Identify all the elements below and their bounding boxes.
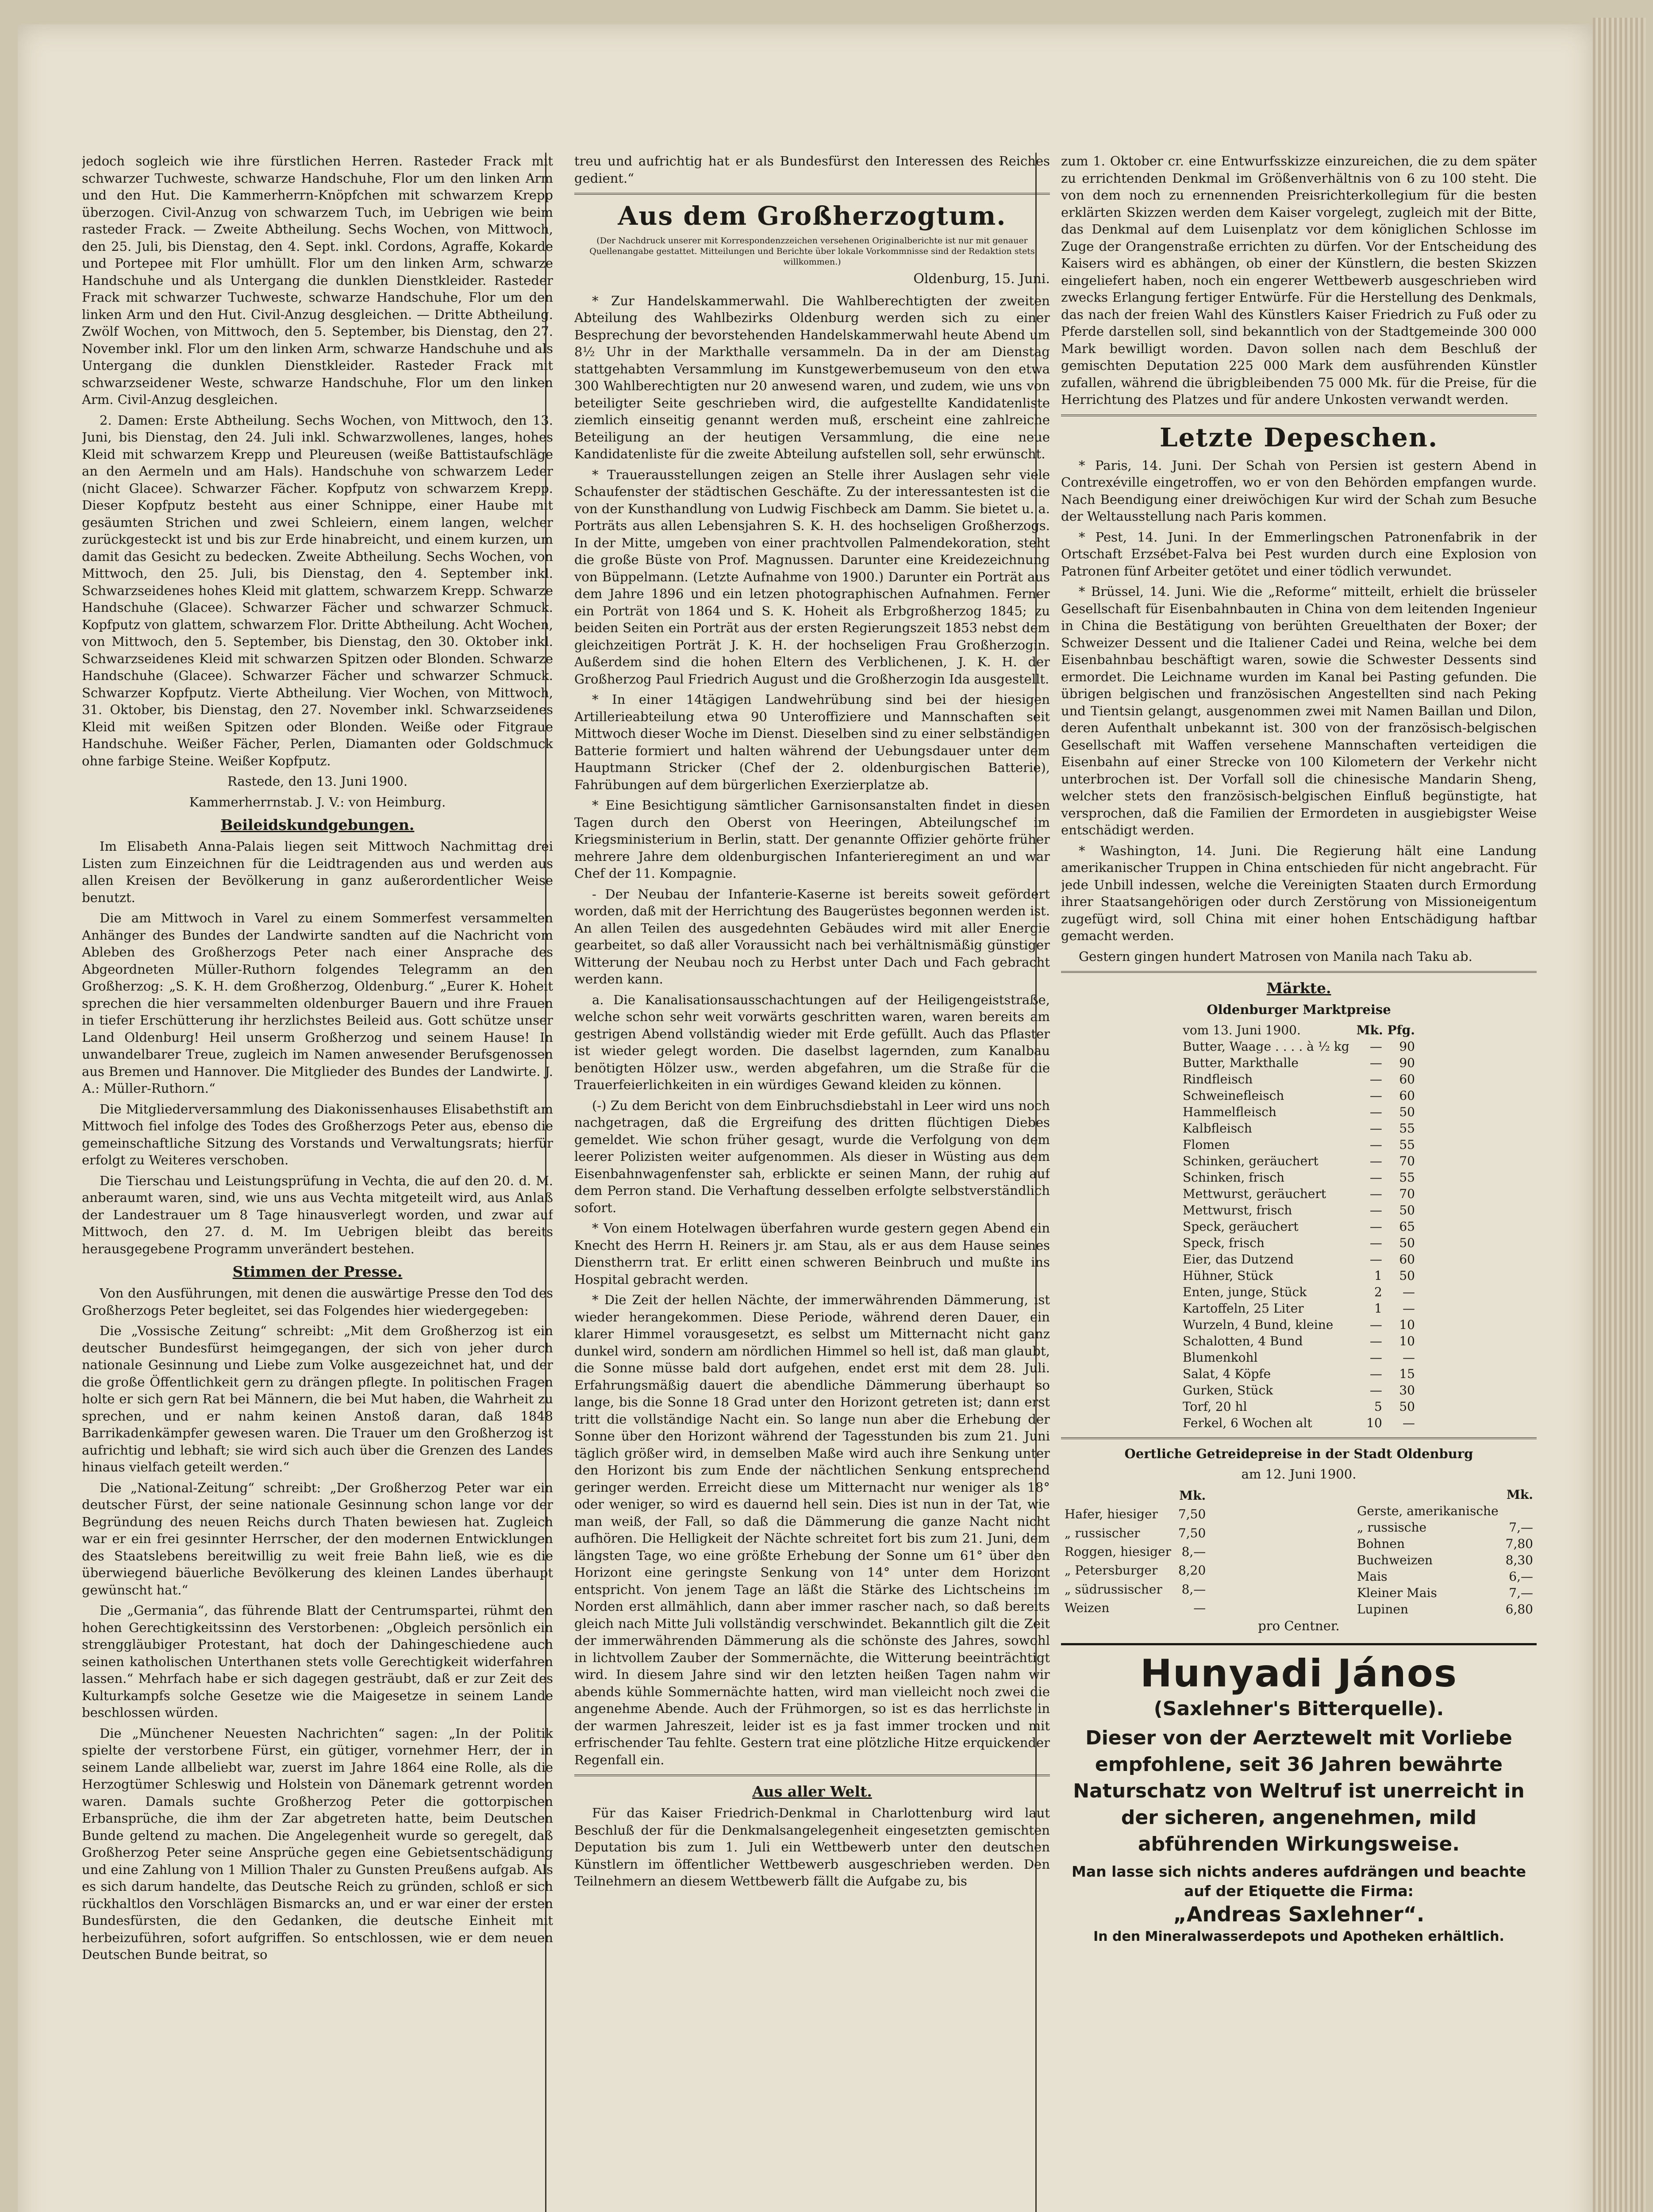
table-row [1179, 1137, 1419, 1153]
price-cell: — [1369, 1153, 1382, 1168]
editorial-note: (Der Nachdruck unserer mit Korrespondenzzeichen versehenen Originalberichte ist nur mit genauer Quellenangabe gestattet. Mitteilungen und Berichte über lokale Vorkommnisse sind der Redaktion stets willkommen.) [589, 236, 1035, 267]
page-edge [1593, 18, 1646, 2212]
price-cell: 60 [1399, 1088, 1415, 1103]
price-cell: 55 [1399, 1121, 1415, 1136]
price-cell: — [1369, 1252, 1382, 1267]
price-cell: 50 [1399, 1399, 1415, 1414]
price-cell: — [1369, 1170, 1382, 1185]
item-name: Speck, geräuchert [1183, 1219, 1299, 1234]
price-cell: 50 [1399, 1202, 1415, 1217]
table-row [1179, 1202, 1419, 1218]
table-row [1353, 1486, 1537, 1503]
price-cell: 60 [1399, 1252, 1415, 1267]
ad-title: Hunyadi János [1140, 1651, 1458, 1696]
article-text: * Trauerausstellungen zeigen an Stelle ihrer Auslagen sehr viele Schaufenster der städtischen Geschäfte. Zu der interessantesten ist die von der Kunsthandlung von Ludwig Fischbeck am Damm. Sie bietet u. a. Porträts aus allen Lebensjahren S. K. H. des hochseligen Großherzogs. In der Mitte, umgeben von einer prachtvollen Palmendekoration, steht die große Büste von Prof. Magnussen. Darunter eine Kreidezeichnung von Büppelmann. (Letzte Aufnahme von 1900.) Darunter ein Porträt aus dem Jahre 1896 und ein letzen photographischen Aufnahmen. Ferner ein Porträt von 1864 und S. K. Hoheit als Erbgroßherzog 1845; zu beiden Seiten ein Porträt aus der ersten Regierungszeit 1853 nebst dem gleichzeitigen Porträt J. K. H. der hochseligen Frau Großherzogin. Außerdem sind die hohen Eltern des Verblichenen, J. K. H. der Großherzog Paul Friedrich August und die Großherzogin Ida ausgestellt. [574, 467, 1050, 687]
column-3 [1061, 153, 1537, 1946]
unit-header: Mk. [1179, 1488, 1206, 1503]
item-name: Wurzeln, 4 Bund, kleine [1183, 1317, 1334, 1332]
item-name: Gurken, Stück [1183, 1382, 1273, 1398]
price-cell: — [1402, 1415, 1415, 1430]
table-row [1179, 1251, 1419, 1267]
item-name: Schalotten, 4 Bund [1183, 1333, 1303, 1348]
market-date: vom 13. Juni 1900. [1183, 1022, 1301, 1037]
item-name: Hühner, Stück [1183, 1268, 1273, 1283]
price-cell: 7,50 [1178, 1507, 1206, 1522]
section-title: Letzte Depeschen. [1159, 422, 1438, 453]
item-name: Kalbfleisch [1183, 1121, 1252, 1136]
grain-table-left [1061, 1486, 1209, 1617]
item-name: Schinken, frisch [1183, 1170, 1285, 1185]
grain-footer: pro Centner. [1258, 1618, 1340, 1633]
price-cell: — [1402, 1284, 1415, 1299]
price-cell [1502, 1503, 1537, 1519]
advertisement [1061, 1643, 1537, 1946]
divider [1061, 1437, 1537, 1439]
item-name: „ südrussischer [1065, 1582, 1162, 1597]
table-row [1179, 1398, 1419, 1415]
grain-date: am 12. Juni 1900. [1241, 1467, 1357, 1482]
price-cell: 8,— [1181, 1544, 1206, 1559]
table-row [1179, 1087, 1419, 1104]
price-cell: 55 [1399, 1170, 1415, 1185]
table-row [1061, 1505, 1209, 1524]
item-name: Schweinefleisch [1183, 1088, 1284, 1103]
article-text: Die Mitgliederversammlung des Diakonissenhauses Elisabethstift am Mittwoch fiel infolge des Todes des Großherzogs Peter aus, ebenso die gemeinschaftliche Sitzung des Vorstands und Verwaltungsrats; hierfür erfolgt zu Weiteres verschoben. [82, 1101, 553, 1167]
table-row [1353, 1568, 1537, 1585]
article-text: Die „Germania“, das führende Blatt der Centrumspartei, rühmt den hohen Gerechtigkeitssinn des Verstorbenen: „Obgleich persönlich ein strenggläubiger Protestant, hat doch der Dahingeschiedene auch seinen katholischen Unterthanen stets volle Gerechtigkeit widerfahren lassen.“ Mehrfach habe er sich dagegen gesträubt, daß er zur Zeit des Kulturkampfs solche Gesetze wie die Maigesetze in seinem Lande beschlossen würden. [82, 1603, 553, 1720]
table-row [1061, 1598, 1209, 1617]
table-row [1179, 1055, 1419, 1071]
price-cell: — [1369, 1202, 1382, 1217]
column-2 [574, 153, 1050, 1893]
price-cell: 8,— [1181, 1582, 1206, 1597]
price-cell: 8,20 [1178, 1563, 1206, 1578]
item-name: Butter, Waage . . . . à ½ kg [1183, 1039, 1349, 1054]
grain-table-right [1353, 1486, 1537, 1617]
price-cell: 7,— [1509, 1585, 1533, 1600]
price-cell: — [1369, 1235, 1382, 1250]
ad-notice: Man lasse sich nichts anderes aufdrängen und beachte auf der Etiquette die Firma: [1072, 1863, 1526, 1900]
table-row [1179, 1186, 1419, 1202]
article-text: * Zur Handelskammerwahl. Die Wahlberechtigten der zweiten Abteilung des Wahlbezirks Oldenburg werden sich zu einer Besprechung der bevorstehenden Handelskammerwahl heute Abend um 8½ Uhr in der Markthalle versammeln. Da in der am Dienstag stattgehabten Versammlung im Kunstgewerbemuseum von den etwa 300 Wahlberechtigten nur 20 anwesend waren, und zudem, wie uns von beteiligter Seite geschrieben wird, die aufgestellte Kandidatenliste ziemlich einseitig genannt werden muß, erscheint eine zahlreiche Beteiligung an der heutigen Versammlung, die eine neue Kandidatenliste für die zweite Abteilung aufstellen soll, sehr erwünscht. [574, 293, 1050, 461]
ad-body: Dieser von der Aerztewelt mit Vorliebe empfohlene, seit 36 Jahren bewährte Naturschatz von Weltruf ist unerreicht in der sicheren, angenehmen, mild abführenden Wirkungsweise. [1073, 1727, 1525, 1855]
price-cell: — [1402, 1301, 1415, 1316]
table-row [1061, 1542, 1209, 1561]
item-name: Mais [1357, 1569, 1388, 1584]
grain-heading: Oertliche Getreidepreise in der Stadt Oldenburg [1124, 1446, 1473, 1461]
price-cell: — [1369, 1333, 1382, 1348]
article-text: Die „Münchener Neuesten Nachrichten“ sagen: „In der Politik spielte der verstorbene Fürst, ein gütiger, vornehmer Herr, der in seinem Lande allbeliebt war, zuerst im Jahre 1864 eine Rolle, als die Herzogtümer Schleswig und Holstein von Dänemark getrennt worden waren. Damals suchte Großherzog Peter die gottorpischen Erbansprüche, die ihm der Zar abgetreten hatte, beim Deutschen Bunde geltend zu machen. Die Angelegenheit wurde so geregelt, daß Großherzog Peter seine Ansprüche gegen eine Gebietsentschädigung und eine Zahlung von 1 Million Thaler zu Gunsten Preußens aufgab. Als es sich darum handelte, das Deutsche Reich zu gründen, schloß er sich rückhaltlos den Vorschlägen Bismarcks an, und er war einer der ersten Bundesfürsten, die den Gedanken, die deutsche Einheit mit herbeizuführen, sofort aufgriffen. So entschlossen, wie er dem neuen Deutschen Bunde beitrat, so [82, 1725, 553, 1962]
price-cell: 7,50 [1178, 1525, 1206, 1540]
article-text: treu und aufrichtig hat er als Bundesfürst den Interessen des Reiches gedient.“ [574, 154, 1050, 186]
article-text: Von den Ausführungen, mit denen die auswärtige Presse den Tod des Großherzogs Peter begleitet, sei das Folgendes hier wiedergegeben: [82, 1286, 553, 1318]
price-cell: 10 [1399, 1333, 1415, 1348]
price-cell: — [1369, 1104, 1382, 1119]
table-row [1353, 1536, 1537, 1552]
item-name: „ Petersburger [1065, 1563, 1158, 1578]
table-row [1353, 1601, 1537, 1617]
price-cell: 55 [1399, 1137, 1415, 1152]
divider [1061, 415, 1537, 416]
price-cell: — [1369, 1121, 1382, 1136]
column-1 [82, 153, 553, 1967]
article-text: - Der Neubau der Infanterie-Kaserne ist bereits soweit gefördert worden, daß mit der Herrichtung des Baugerüstes begonnen werden ist. An allen Teilen des ausgedehnten Gebäudes wird mit aller Energie gearbeitet, so daß aller Voraussicht nach bei verhältnismäßig günstiger Witterung der Neubau noch zu Herbst unter Dach und Fach gebracht werden kann. [574, 886, 1050, 987]
article-text: Die Tierschau und Leistungsprüfung in Vechta, die auf den 20. d. M. anberaumt waren, sind, wie uns aus Vechta mitgeteilt wird, aus Anlaß der Landestrauer um 8 Tage hinausverlegt worden, und zwar auf Mittwoch, den 27. d. M. Im Uebrigen bleibt das bereits herausgegebene Programm unverändert bestehen. [82, 1173, 553, 1256]
table-row [1353, 1519, 1537, 1536]
price-cell: — [1369, 1055, 1382, 1070]
price-cell: 6,— [1509, 1569, 1533, 1584]
table-row [1061, 1561, 1209, 1580]
market-subheading: Oldenburger Marktpreise [1207, 1002, 1391, 1017]
item-name: Enten, junge, Stück [1183, 1284, 1307, 1299]
dispatch-text: * Pest, 14. Juni. In der Emmerlingschen Patronenfabrik in der Ortschaft Erzsébet-Falva bei Pest wurden durch eine Explosion von Patronen fünf Arbeiter getötet und einer tödlich verwundet. [1061, 529, 1537, 579]
item-name: Butter, Markthalle [1183, 1055, 1299, 1070]
price-cell: 2 [1374, 1284, 1382, 1299]
price-cell: — [1193, 1600, 1206, 1615]
item-name: Eier, das Dutzend [1183, 1252, 1294, 1267]
item-name: Mettwurst, geräuchert [1183, 1186, 1326, 1201]
price-cell: 50 [1399, 1104, 1415, 1119]
table-row [1179, 1153, 1419, 1169]
price-cell: — [1369, 1350, 1382, 1365]
article-text: * Die Zeit der hellen Nächte, der immerwährenden Dämmerung, ist wieder herangekommen. Diese Periode, während deren Dauer, ein klarer Himmel vorausgesetzt, es selbst um Mitternacht nicht ganz dunkel wird, sondern am nördlichen Himmel so hell ist, daß man glaubt, die Sonne müsse bald dort aufgehen, endet erst mit dem 28. Juli. Erfahrungsmäßig dauert die abendliche Dämmerung überhaupt so lange, bis die Sonne 18 Grad unter den Horizont getreten ist; dann erst tritt die vollständige Nacht ein. So lange nun aber die Erhebung der Sonne über den Horizont während der Tagesstunden bis zum 21. Juni täglich größer wird, in demselben Maße wird auch ihre Senkung unter den Horizont bis zum Ende der nächtlichen Senkung entsprechend geringer werden. Erreicht diese um Mitternacht nur weniger als 18° oder weniger, so wird es dauernd hell sein. Dies ist nun in der Tat, wie man weiß, der Fall, so daß die Dämmerung die ganze Nacht nicht aufhören. Die Helligkeit der Nächte schreitet fort bis zum 21. Juni, dem längsten Tage, wo eine größte Erhebung der Sonne um 61° über den Horizont eine geringste Senkung von 14° unter dem Horizont entspricht. Von jenem Tage an läßt die Stärke des Lichtscheins im Norden erst allmählich, dann aber immer rascher nach, so daß bereits gleich nach Mitte Juli vollständig verschwindet. Bekanntlich gilt die Zeit der immerwährenden Dämmerung als die schönste des Jahres, sowohl in lichtvollem Zauber der Sommernächte, die Witterung beeinträchtigt wird. In diesem Jahre sind wir den letzten heißen Tagen nahm wir abends kühle Sommernächte hatten, wird man vielleicht noch zwei die angenehme Abende. Auch der Frühmorgen, so ist es das herrlichste in der warmen Jahreszeit, leider ist es ja fast immer trocken und mit erfrischender Tau fehlte. Gestern trat eine plötzliche Hitze erquickender Regenfall ein. [574, 1292, 1050, 1767]
table-row [1179, 1284, 1419, 1300]
price-cell: 7,80 [1505, 1536, 1533, 1551]
article-text: * Eine Besichtigung sämtlicher Garnisonsanstalten findet in diesen Tagen durch den Oberst von Heeringen, Abteilungschef im Kriegsministerium in Berlin, statt. Der genannte Offizier gehörte früher mehrere Jahre dem oldenburgischen Infanterieregiment an und war Chef der 11. Kompagnie. [574, 798, 1050, 881]
price-cell: 1 [1374, 1268, 1382, 1283]
price-cell: — [1369, 1219, 1382, 1234]
price-cell: 5 [1374, 1399, 1382, 1414]
price-cell: 90 [1399, 1039, 1415, 1054]
table-row [1179, 1038, 1419, 1055]
unit-header: Mk. Pfg. [1356, 1022, 1415, 1037]
price-cell: 15 [1399, 1366, 1415, 1381]
table-row [1179, 1218, 1419, 1235]
item-name: „ russischer [1065, 1525, 1140, 1540]
table-row [1179, 1415, 1419, 1431]
item-name: Schinken, geräuchert [1183, 1153, 1319, 1168]
item-name: Blumenkohl [1183, 1350, 1258, 1365]
price-cell: 8,30 [1505, 1552, 1533, 1567]
price-cell: — [1369, 1039, 1382, 1054]
dispatch-text: * Brüssel, 14. Juni. Wie die „Reforme“ mitteilt, erhielt die brüsseler Gesellschaft für Eisenbahnbauten in China von dem leitenden Ingenieur in China die Bestätigung von berühten Greuelthaten der Boxer; der Schweizer Dessent und die Italiener Cadei und Reina, welche bei dem Eisenbahnbau beschäftigt waren, sowie die Schwester Dessents sind ermordet. Die Leichname wurden im Kanal bei Pasting gefunden. Die übrigen belgischen und französischen Angestellten sind nach Peking und Tientsin gelangt, ausgenommen zwei mit Namen Baillan und Dilon, deren Aufenthalt unbekannt ist. 300 von der französisch-belgischen Gesellschaft mit Waffen versehene Mannschaften verteidigen die Eisenbahn auf einer Strecke von 100 Kilometern der Verkehr nicht unterbrochen ist. Der Vorfall soll die chinesische Mandarin Sheng, welcher stets den französisch-belgischen Einfluß begünstigte, hat versprochen, daß die Familien der Ermordeten in ausgiebigster Weise entschädigt werden. [1061, 584, 1537, 837]
item-name: Rindfleisch [1183, 1071, 1253, 1087]
newspaper-page [18, 24, 1593, 2212]
item-name: Hammelfleisch [1183, 1104, 1277, 1119]
article-text: Die „National-Zeitung“ schreibt: „Der Großherzog Peter war ein deutscher Fürst, der seine nationale Gesinnung schon lange vor der Begründung des neuen Reichs durch Thaten bewiesen hat. Zugleich war er ein frei gesinnter Herrscher, der den modernen Entwicklungen des Staatslebens bereitwillig zu weit freie Bahn ließ, wie es die überwiegend bäuerliche Bevölkerung des kleinen Landes überhaupt gewünscht hat.“ [82, 1480, 553, 1598]
price-cell: 6,80 [1505, 1601, 1533, 1617]
table-row [1179, 1169, 1419, 1186]
table-row [1061, 1580, 1209, 1598]
price-cell: — [1369, 1382, 1382, 1398]
item-name: Hafer, hiesiger [1065, 1507, 1158, 1522]
article-text: a. Die Kanalisationsausschachtungen auf der Heiligengeiststraße, welche schon sehr weit vorwärts geschritten waren, waren bereits am gestrigen Abend vollständig wieder mit Erde gefüllt. Auch das Pflaster ist wieder gelegt worden. Die daselbst lagernden, zum Kanalbau benötigten Hölzer usw., werden abgefahren, um die Straße für die Trauerfeierlichkeiten in ein würdiges Gewand kleiden zu können. [574, 992, 1050, 1092]
divider [574, 193, 1050, 195]
price-cell: 70 [1399, 1186, 1415, 1201]
price-cell: 50 [1399, 1235, 1415, 1250]
divider [1061, 971, 1537, 973]
section-heading: Stimmen der Presse. [232, 1263, 403, 1280]
article-text: Für das Kaiser Friedrich-Denkmal in Charlottenburg wird laut Beschluß der für die Denkmalsangelegenheit eingesetzten gemischten Deputation bis zum 1. Juli ein Wettbewerb unter den deutschen Künstlern im öffentlicher Wettbewerb ausgeschrieben werden. Den Teilnehmern an diesem Wettbewerb fällt die Aufgabe zu, bis [574, 1805, 1050, 1889]
article-text: Die „Vossische Zeitung“ schreibt: „Mit dem Großherzog ist ein deutscher Bundesfürst heimgegangen, der sich von jeher durch nationale Gesinnung und Liebe zum Volke ausgezeichnet hat, und der die große Öffentlichkeit gern zu drängen pflegte. In politischen Fragen holte er sich gern Rat bei Männern, die bei Mut haben, die Wahrheit zu sprechen, und er nahm keinen Anstoß daran, daß 1848 Barrikadenkämpfer gewesen waren. Die Trauer um den Großherzog ist aufrichtig und lebhaft; sie wird sich auch über die Grenzen des Landes hinaus vielfach geteilt werden.“ [82, 1323, 553, 1475]
item-name: Weizen [1065, 1600, 1110, 1615]
divider [574, 1774, 1050, 1776]
price-cell: 90 [1399, 1055, 1415, 1070]
table-row [1353, 1503, 1537, 1519]
article-text: (-) Zu dem Bericht von dem Einbruchsdiebstahl in Leer wird uns noch nachgetragen, daß die Ergreifung des dritten flüchtigen Diebes gemeldet. Wie schon früher gesagt, wurde die Verfolgung von dem leerer Polizisten weiter aufgenommen. Als dieser in Wüsting aus dem Eisenbahnwagenfenster sah, erblickte er seinen Mann, der ruhig auf dem Perron stand. Die Verhaftung desselben erfolgte selbstverständlich sofort. [574, 1098, 1050, 1215]
item-name: Kartoffeln, 25 Liter [1183, 1301, 1304, 1316]
item-name: Salat, 4 Köpfe [1183, 1366, 1271, 1381]
item-name: Ferkel, 6 Wochen alt [1183, 1415, 1312, 1430]
ad-subtitle: (Saxlehner's Bitterquelle). [1153, 1697, 1444, 1720]
price-cell: 10 [1366, 1415, 1382, 1430]
article-text: * Von einem Hotelwagen überfahren wurde gestern gegen Abend ein Knecht des Herrn H. Reiners jr. am Stau, als er aus dem Hause seines Dienstherrn trat. Er erlitt einen schweren Beinbruch und mußte ins Hospital gebracht werden. [574, 1221, 1050, 1287]
article-text: Die am Mittwoch in Varel zu einem Sommerfest versammelten Anhänger des Bundes der Landwirte sandten auf die Nachricht vom Ableben des Großherzogs Peter nach einer Ansprache des Abgeordneten Müller-Ruthorn folgendes Telegramm an den Großherzog: „S. K. H. dem Großherzog, Oldenburg.“ „Eurer K. Hoheit sprechen die hier versammelten oldenburger Bauern und ihre Frauen in tiefer Erschütterung ihr herzlichstes Beileid aus. Gott schütze unser Land Oldenburg! Heil unserm Großherzog und seinem Hause! In unwandelbarer Treue, zugleich im Namen anwesender Berufsgenossen aus Bremen und Hannover. Die Mitglieder des Bundes der Landwirte. J. A.: Müller-Ruthorn.“ [82, 910, 553, 1096]
table-row [1179, 1120, 1419, 1137]
item-name: Torf, 20 hl [1183, 1399, 1247, 1414]
item-name: Roggen, hiesiger [1065, 1544, 1171, 1559]
price-cell: — [1369, 1317, 1382, 1332]
ad-firm: „Andreas Saxlehner“. [1173, 1902, 1425, 1926]
table-row [1179, 1267, 1419, 1284]
signature-signer: Kammerherrnstab. J. V.: von Heimburg. [189, 794, 446, 810]
item-name: Mettwurst, frisch [1183, 1202, 1292, 1217]
table-row [1179, 1235, 1419, 1251]
item-name: Speck, frisch [1183, 1235, 1265, 1250]
item-name: Flomen [1183, 1137, 1230, 1152]
table-row [1179, 1022, 1419, 1038]
table-row [1353, 1585, 1537, 1601]
price-cell: 70 [1399, 1153, 1415, 1168]
price-cell: — [1369, 1137, 1382, 1152]
ad-footer: In den Mineralwasserdepots und Apotheken erhältlich. [1093, 1929, 1504, 1944]
dispatch-text: * Paris, 14. Juni. Der Schah von Persien ist gestern Abend in Contrexéville eingetroffen, wo er von den Behörden empfangen wurde. Nach Beendigung einer dreiwöchigen Kur wird der Schah zum Besuche der Weltausstellung nach Paris kommen. [1061, 457, 1537, 524]
grain-tables [1061, 1486, 1537, 1617]
dispatch-text: Gestern gingen hundert Matrosen von Manila nach Taku ab. [1079, 949, 1472, 964]
item-name: Buchweizen [1357, 1552, 1433, 1567]
price-cell: 1 [1374, 1301, 1382, 1316]
price-cell: 30 [1399, 1382, 1415, 1398]
item-name: „ russische [1357, 1520, 1427, 1535]
table-row [1179, 1382, 1419, 1398]
unit-header: Mk. [1506, 1487, 1533, 1502]
table-row [1179, 1104, 1419, 1120]
article-text: Im Elisabeth Anna-Palais liegen seit Mittwoch Nachmittag drei Listen zum Einzeichnen für die Leidtragenden aus und werden aus allen Kreisen der Bevölkerung in ganz außerordentlicher Weise benutzt. [82, 839, 553, 905]
price-cell: — [1369, 1366, 1382, 1381]
price-cell: 60 [1399, 1071, 1415, 1087]
dateline: Oldenburg, 15. Juni. [913, 271, 1050, 287]
article-text: jedoch sogleich wie ihre fürstlichen Herren. Rasteder Frack mit schwarzer Tuchweste, schwarze Handschuhe, Flor um den linken Arm und den Hut. Die Kammerherrn-Knöpfchen mit schwarzem Krepp überzogen. Civil-Anzug von schwarzem Tuch, im Uebrigen wie beim rasteder Frack. — Zweite Abtheilung. Sechs Wochen, von Mittwoch, den 25. Juli, bis Dienstag, den 4. Sept. inkl. Cordons, Agraffe, Kokarde und Portepee mit Flor umhüllt. Flor um den linken Arm, schwarze Handschuhe und als Untergang die dunklen Dienstkleider. Rasteder Frack mit schwarzer Tuchweste, schwarze Handschuhe, Flor um den linken Arm und den Hut. Civil-Anzug desgleichen. — Dritte Abtheilung. Zwölf Wochen, von Mittwoch, den 5. September, bis Dienstag, den 27. November inkl. Flor um den linken Arm, schwarze Handschuhe und als Untergang die dunklen Dienstkleider. Rasteder Frack mit schwarzseidener Weste, schwarze Handschuhe, Flor um den linken Arm. Civil-Anzug desgleichen. [82, 154, 553, 407]
price-cell: — [1402, 1350, 1415, 1365]
price-cell: 10 [1399, 1317, 1415, 1332]
table-row [1353, 1552, 1537, 1568]
table-row [1061, 1524, 1209, 1542]
table-row [1061, 1486, 1209, 1505]
section-heading: Beileidskundgebungen. [220, 816, 415, 833]
table-row [1179, 1300, 1419, 1317]
signature-date: Rastede, den 13. Juni 1900. [227, 774, 408, 789]
table-row [1179, 1333, 1419, 1349]
article-text: * In einer 14tägigen Landwehrübung sind bei der hiesigen Artillerieabteilung etwa 90 Unteroffiziere und Mannschaften seit Mittwoch dieser Woche im Dienst. Dieselben sind zu einer selbständigen Batterie formiert und halten während der Uebungsdauer unter dem Hauptmann Stricker (Chef der 2. oldenburgischen Batterie), Fahrübungen auf dem bürgerlichen Exerzierplatze ab. [574, 692, 1050, 792]
price-cell: 7,— [1509, 1520, 1533, 1535]
table-row [1179, 1317, 1419, 1333]
article-text: zum 1. Oktober cr. eine Entwurfsskizze einzureichen, die zu dem später zu errichtenden Denkmal im Größenverhältnis von 6 zu 100 steht. Die von dem noch zu ernennenden Preisrichterkollegium für die besten erklärten Skizzen werden dem Kaiser vorgelegt, zugleich mit der Bitte, das Denkmal auf dem Luisenplatz vor dem königlichen Schlosse im Zuge der Orangenstraße errichten zu dürfen. Vor der Entscheidung des Kaisers wird es abhängen, ob einer der Künstlern, die besten Skizzen eingeliefert haben, noch ein engerer Wettbewerb ausgeschrieben wird zwecks Erlangung fertiger Entwürfe. Für die Herstellung des Denkmals, das nach der freien Wahl des Künstlers Kaiser Friedrich zu Fuß oder zu Pferde darstellen soll, sind bekanntlich von der Stadtgemeinde 300 000 Mark bewilligt worden. Davon sollen nach dem Beschluß der gemischten Deputation 225 000 Mark dem ausführenden Künstler zufallen, während die übrigbleibenden 75 000 Mk. für die Preise, für die Herrichtung des Platzes und für andere Unkosten verwandt werden. [1061, 154, 1537, 407]
item-name: Gerste, amerikanische [1357, 1503, 1499, 1518]
table-row [1179, 1366, 1419, 1382]
market-heading: Märkte. [1266, 979, 1331, 997]
item-name: Kleiner Mais [1357, 1585, 1437, 1600]
price-cell: 65 [1399, 1219, 1415, 1234]
item-name: Lupinen [1357, 1601, 1409, 1617]
market-price-table [1179, 1022, 1419, 1431]
article-text: 2. Damen: Erste Abtheilung. Sechs Wochen, von Mittwoch, den 13. Juni, bis Dienstag, den 24. Juli inkl. Schwarzwollenes, langes, hohes Kleid mit schwarzem Krepp und Pleureusen (weiße Battistaufschläge an den Aermeln und am Hals). Handschuhe von schwarzem Leder (nicht Glacee). Schwarzer Fächer. Kopfputz von schwarzem Krepp. Dieser Kopfputz besteht aus einer Schnippe, einer Haube mit gesäumten Strichen und zwei Schleiern, einem langen, welcher zurückgesteckt ist und bis zur Erde hinabreicht, und einem kurzen, um damit das Gesicht zu bedecken. Zweite Abtheilung. Sechs Wochen, von Mittwoch, den 25. Juli, bis Dienstag, den 4. September inkl. Schwarzseidenes hohes Kleid mit glattem, schwarzem Krepp. Schwarze Handschuhe (Glacee). Schwarzer Fächer und schwarzer Schmuck. Kopfputz von glattem, schwarzem Flor. Dritte Abtheilung. Acht Wochen, von Mittwoch, den 5. September, bis Dienstag, den 30. Oktober inkl. Schwarzseidenes Kleid mit schwarzen Spitzen oder Blonden. Schwarze Handschuhe (Glacee). Schwarzer Fächer und schwarzer Schmuck. Schwarzer Kopfputz. Vierte Abtheilung. Vier Wochen, von Mittwoch, 31. Oktober, bis Dienstag, den 27. November inkl. Schwarzseidenes Kleid mit weißen Spitzen oder Blonden. Weiße oder Fitgraue Handschuhe. Weißer Fächer, Perlen, Diamanten oder Goldschmuck ohne farbige Steine. Weißer Kopfputz. [82, 412, 553, 768]
dispatch-text: * Washington, 14. Juni. Die Regierung hält eine Landung amerikanischer Truppen in China entschieden für nicht angebracht. Für jede Unbill indessen, welche die Vereinigten Staaten durch Ermordung ihrer Staatsangehörigen oder durch Zerstörung von Missioneigentum zugefügt wird, soll China mit einer hohen Entschädigung haftbar gemacht werden. [1061, 843, 1537, 943]
section-title: Aus dem Großherzogtum. [618, 201, 1007, 231]
section-heading: Aus aller Welt. [752, 1783, 872, 1800]
price-cell: — [1369, 1071, 1382, 1087]
price-cell: — [1369, 1088, 1382, 1103]
item-name: Bohnen [1357, 1536, 1405, 1551]
price-cell: — [1369, 1186, 1382, 1201]
table-row [1179, 1071, 1419, 1087]
table-row [1179, 1349, 1419, 1366]
price-cell: 50 [1399, 1268, 1415, 1283]
